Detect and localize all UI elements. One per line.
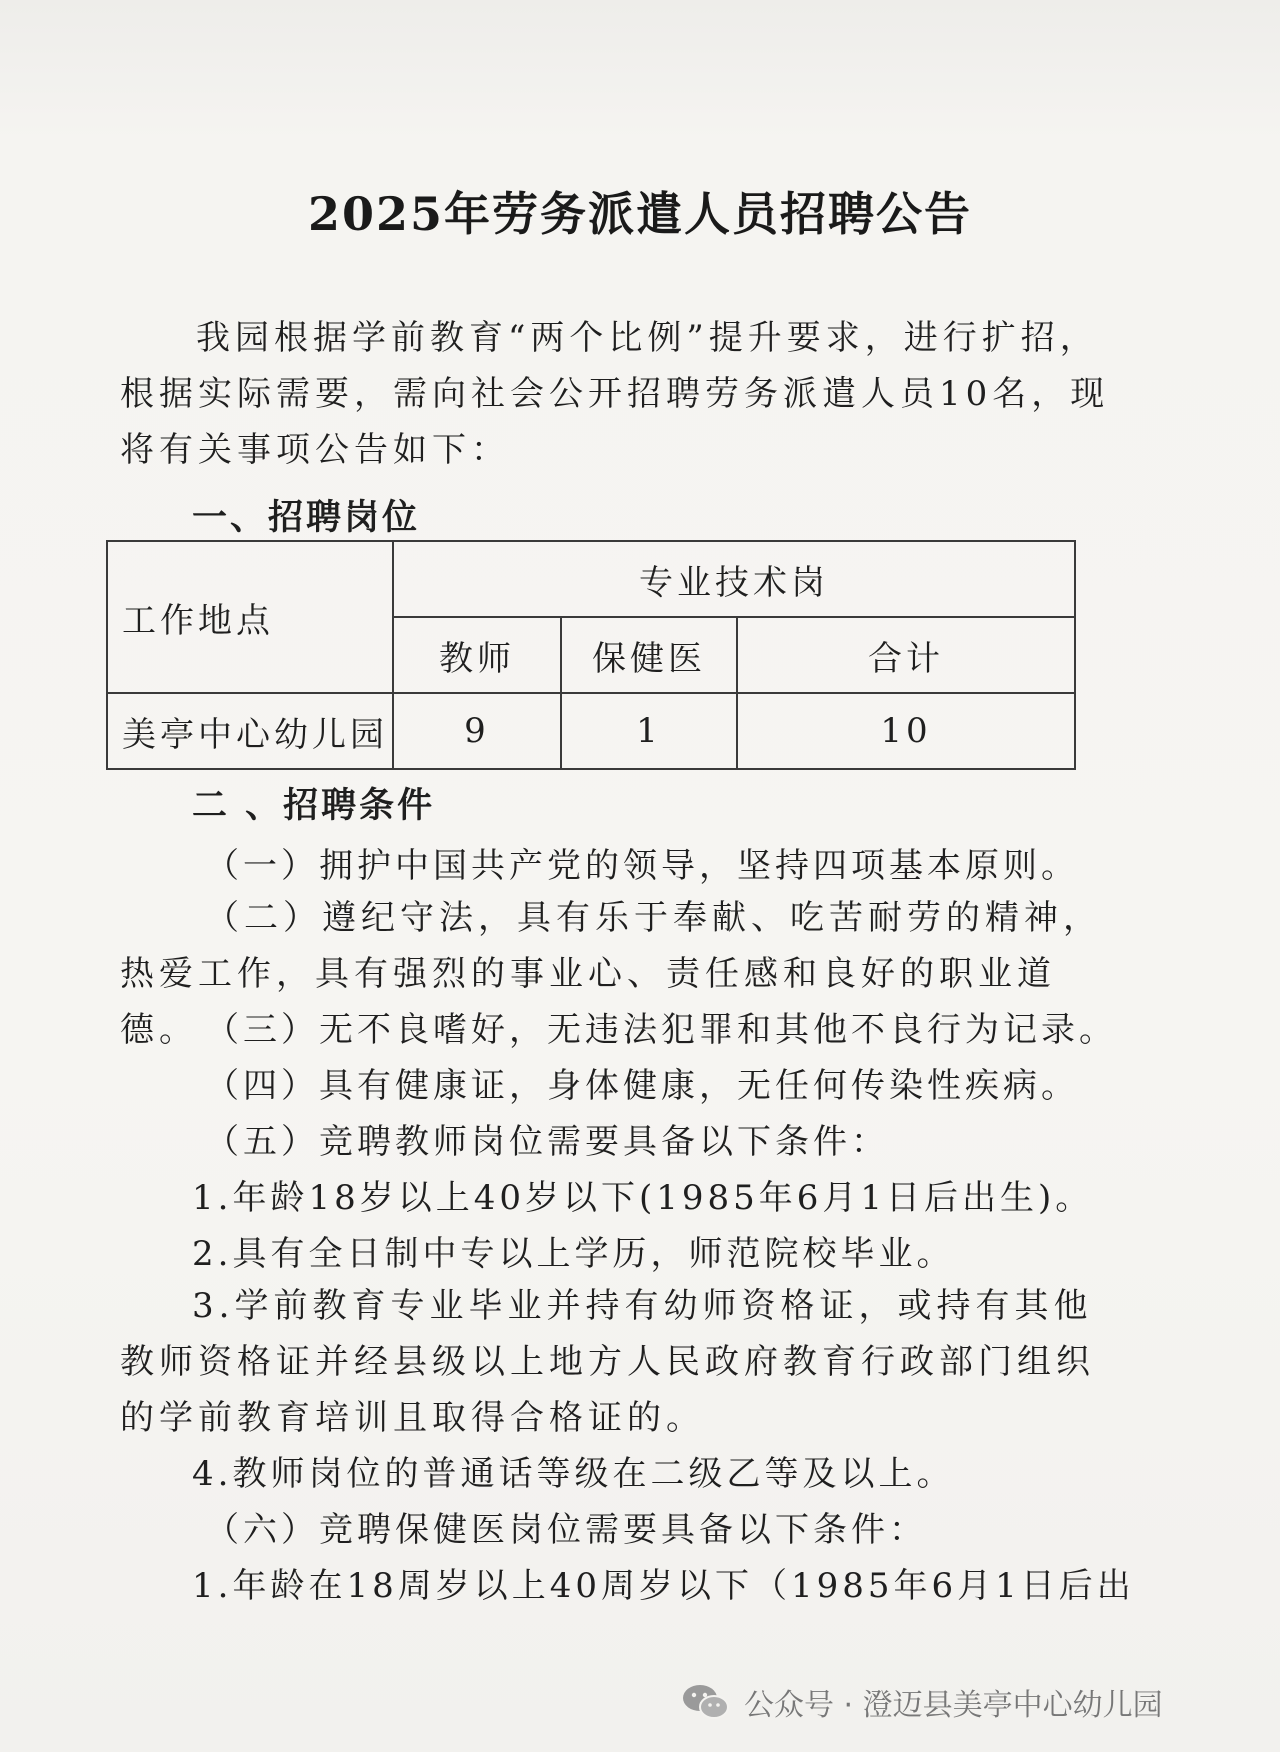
intro-paragraph: 我园根据学前教育“两个比例”提升要求，进行扩招，根据实际需要，需向社会公开招聘劳务派遣人员10名，现将有关事项公告如下： (120, 318, 1110, 470)
doctor-req-1: 1.年龄在18周岁以上40周岁以下（1985年6月1日后出 (192, 1566, 1135, 1606)
condition-3: （三）无不良嗜好，无违法犯罪和其他不良行为记录。 (205, 1010, 1117, 1050)
condition-6: （六）竞聘保健医岗位需要具备以下条件： (205, 1510, 927, 1550)
teacher-col-header: 教师 (393, 617, 561, 693)
positions-table (106, 540, 1076, 770)
wechat-icon (680, 1682, 732, 1722)
condition-1: （一）拥护中国共产党的领导，坚持四项基本原则。 (205, 846, 1079, 886)
doctor-count: 1 (561, 693, 737, 769)
technical-post-header: 专业技术岗 (393, 541, 1075, 617)
condition-4: （四）具有健康证，身体健康，无任何传染性疾病。 (205, 1066, 1079, 1106)
doctor-col-header: 保健医 (561, 617, 737, 693)
teacher-req-4: 4.教师岗位的普通话等级在二级乙等及以上。 (192, 1454, 955, 1494)
section-heading-conditions: 二 、招聘条件 (192, 785, 436, 826)
teacher-count: 9 (393, 693, 561, 769)
total-count: 10 (737, 693, 1075, 769)
condition-5: （五）竞聘教师岗位需要具备以下条件： (205, 1122, 889, 1162)
wechat-source-watermark (680, 1680, 1163, 1724)
page-title: 2025年劳务派遣人员招聘公告 (307, 187, 973, 241)
section-heading-positions: 一、招聘岗位 (192, 497, 421, 538)
condition-2: （二）遵纪守法，具有乐于奉献、吃苦耐劳的精神，热爱工作，具有强烈的事业心、责任感和良好的职业道德。 (120, 898, 1102, 1050)
teacher-req-1: 1.年龄18岁以上40岁以下(1985年6月1日后出生)。 (192, 1178, 1094, 1218)
teacher-req-2: 2.具有全日制中专以上学历，师范院校毕业。 (192, 1234, 955, 1274)
work-place-header: 工作地点 (107, 541, 393, 693)
source-label: 公众号 · 澄迈县美亭中心幼儿园 (744, 1688, 1163, 1723)
total-col-header: 合计 (737, 617, 1075, 693)
table-row-name: 美亭中心幼儿园 (107, 693, 393, 769)
teacher-req-3: 3.学前教育专业毕业并持有幼师资格证，或持有其他教师资格证并经县级以上地方人民政府教育行政部门组织的学前教育培训且取得合格证的。 (120, 1286, 1095, 1438)
